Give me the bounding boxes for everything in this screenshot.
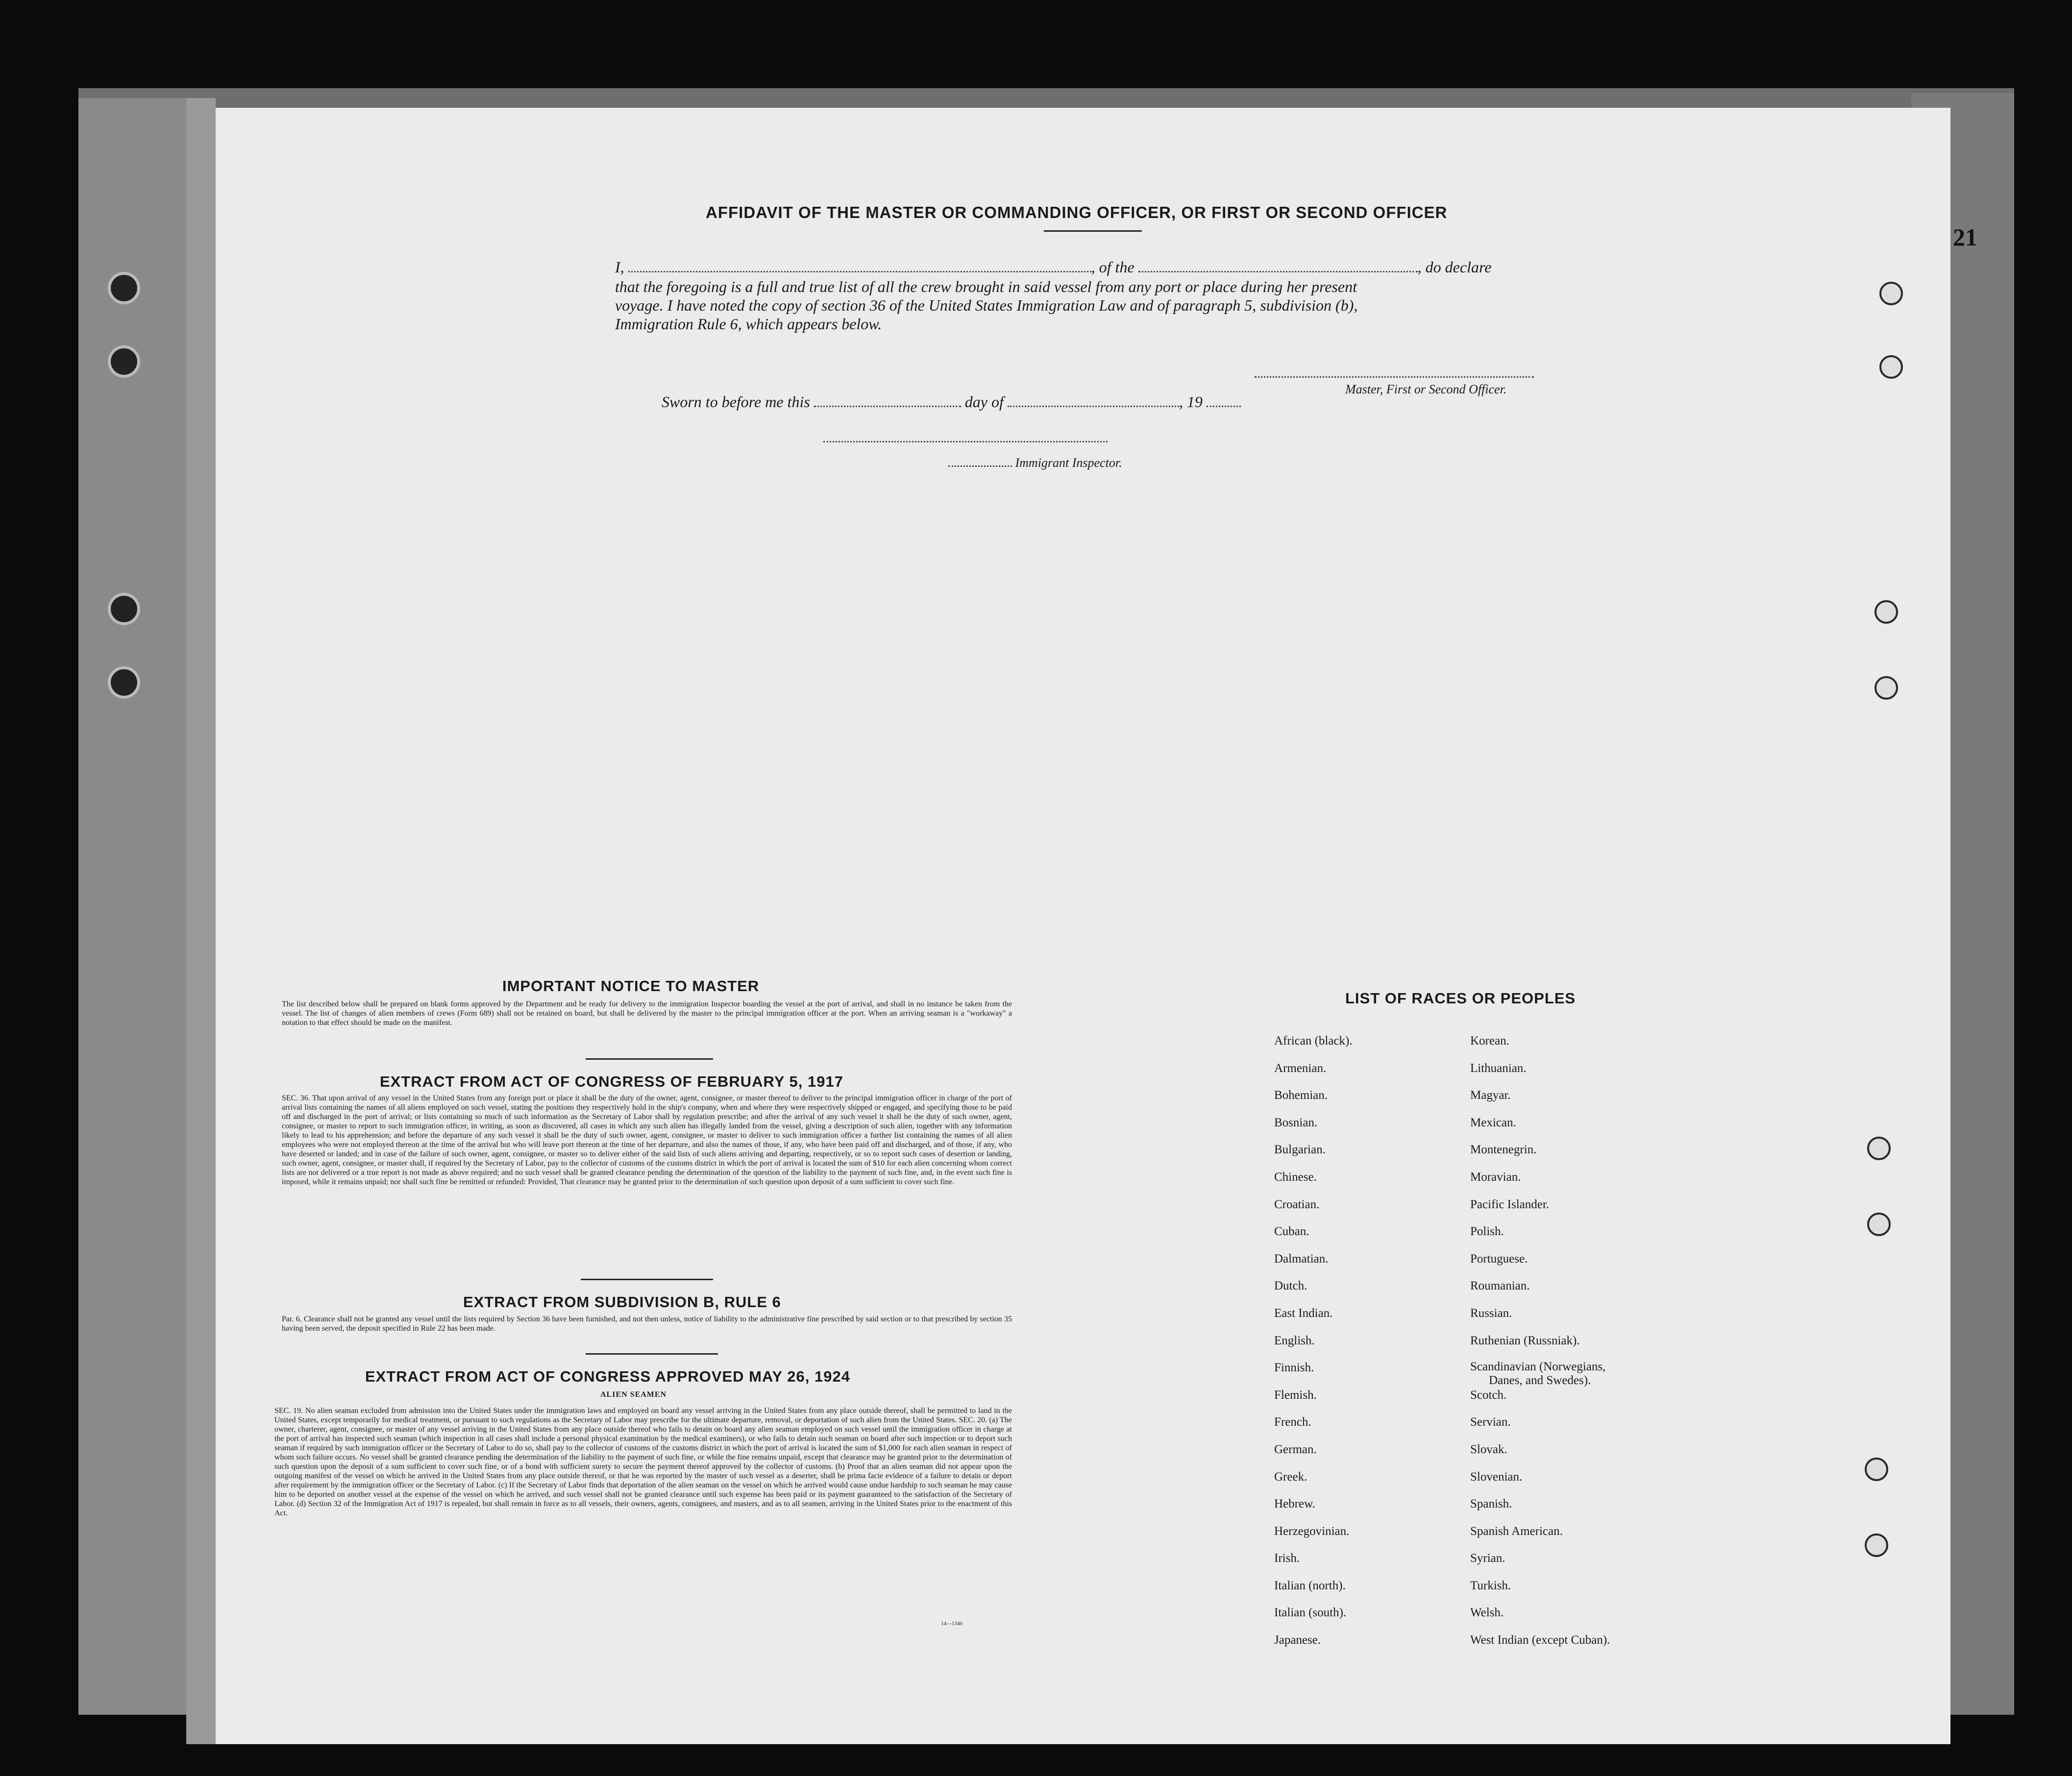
- extract-1917-body: SEC. 36. That upon arrival of any vessel in the United States from any foreign port or place it shall be the duty of the owner, agent, consignee, or master thereof to deliver to the principal immigration officer in charge of the port of arrival lists containing the names of all aliens employed on such vessel, stating the positions they respectively hold in the ship's company, when and where they were respectively shipped or engaged, and specifying those to be paid off and discharged in the port of arrival; or lists containing so much of such information as the Secretary of Labor shall by regulation prescribe; and after the arrival of any such vessel it shall be the duty of such owner, agent, consignee, or master to report to such immigration officer, in writing, as soon as discovered, all cases in which any such alien has illegally landed from the vessel, giving a description of such alien, together with any information likely to lead to his apprehension; and before the departure of any such vessel it shall be the duty of such owner, agent, consignee, or master to deliver to such immigration officer a further list containing the names of all alien employees who were not employed thereon at the time of the arrival but who will leave port thereon at the time of her departure, and also the names of those, if any, who have been paid off and discharged, and of those, if any, who have deserted or landed; and in case of the failure of such owner, agent, consignee, or master so to deliver either of the said lists of such aliens arriving and departing, respectively, or so to report such cases of desertion or landing, such owner, agent, consignee, or master shall, if required by the Secretary of Labor, pay to the collector of customs of the customs district in which the port of arrival is located the sum of $10 for each alien concerning whom correct lists are not delivered or a true report is not made as above required; and no such vessel shall be granted clearance pending the determination of the question of the liability to the payment of such fine, and, in the event such fine is imposed, while it remains unpaid; nor shall such fine be remitted or refunded: Provided, That clearance may be granted prior to the determination of such question upon deposit of a sum sufficient to cover such fine.: [282, 1094, 1012, 1186]
- month-blank[interactable]: [1008, 401, 1179, 407]
- races-left-column: [1274, 1034, 1353, 1660]
- races-right-column: [1470, 1034, 1610, 1660]
- extract-1917-title: EXTRACT FROM ACT OF CONGRESS OF FEBRUARY 5, 1917: [380, 1073, 843, 1090]
- declaration-text-2: that the foregoing is a full and true list of all the crew brought in said vessel from any port or place during her present: [615, 278, 1357, 295]
- punch-hole: [1879, 355, 1903, 379]
- declaration-text-4: Immigration Rule 6, which appears below.: [615, 315, 882, 333]
- race-item: Lithuanian.: [1470, 1061, 1527, 1075]
- race-item: Spanish.: [1470, 1497, 1512, 1511]
- binder-hole: [108, 272, 140, 304]
- extract-1924-title: EXTRACT FROM ACT OF CONGRESS APPROVED MAY 26, 1924: [365, 1368, 850, 1385]
- race-item: Ruthenian (Russniak).: [1470, 1334, 1580, 1347]
- race-item: Russian.: [1470, 1306, 1512, 1320]
- inspector-signature-line[interactable]: [823, 441, 1108, 442]
- sworn-line: Sworn to before me this day of , 19: [662, 392, 1241, 412]
- notice-body: The list described below shall be prepared on blank forms approved by the Department and be ready for delivery to the immigration Inspector boarding the vessel at the port of arrival, and shall in no instance be taken from the vessel. The list of changes of alien members of crews (Form 689) shall not be retained on board, but shall be delivered by the master to the principal immigration officer at the port. When an arriving seaman is a "workaway" a notation to that effect should be made on the manifest.: [282, 1000, 1012, 1027]
- race-item: Dalmatian.: [1274, 1252, 1329, 1265]
- affidavit-title: AFFIDAVIT OF THE MASTER OR COMMANDING OFFICER, OR FIRST OR SECOND OFFICER: [706, 203, 1448, 221]
- page-number: 21: [1953, 223, 1977, 251]
- race-item: English.: [1274, 1334, 1315, 1347]
- race-item: Magyar.: [1470, 1089, 1511, 1102]
- inspector-label: Immigrant Inspector.: [948, 453, 1122, 473]
- races-title: LIST OF RACES OR PEOPLES: [1345, 990, 1576, 1007]
- race-item: Mexican.: [1470, 1116, 1516, 1129]
- race-item: Welsh.: [1470, 1606, 1504, 1620]
- race-item: Dutch.: [1274, 1279, 1307, 1293]
- race-item: Chinese.: [1274, 1170, 1317, 1184]
- race-item: Turkish.: [1470, 1579, 1511, 1592]
- race-item: Moravian.: [1470, 1170, 1521, 1184]
- race-item: Portuguese.: [1470, 1252, 1528, 1265]
- extract-rule6-title: EXTRACT FROM SUBDIVISION B, RULE 6: [463, 1293, 781, 1311]
- race-item: Montenegrin.: [1470, 1143, 1537, 1157]
- race-item: Japanese.: [1274, 1633, 1321, 1647]
- race-item: Slovenian.: [1470, 1470, 1523, 1484]
- declaration-line: I, , of the , do declare: [615, 258, 1492, 276]
- race-item: Spanish American.: [1470, 1524, 1563, 1538]
- notice-title: IMPORTANT NOTICE TO MASTER: [502, 977, 760, 995]
- punch-hole: [1865, 1458, 1888, 1481]
- race-item: Bulgarian.: [1274, 1143, 1326, 1157]
- day-blank[interactable]: [814, 401, 961, 407]
- race-item: German.: [1274, 1442, 1317, 1456]
- binder-hole: [108, 593, 140, 625]
- punch-hole: [1875, 676, 1898, 700]
- signature-line[interactable]: [1255, 376, 1534, 378]
- punch-hole: [1879, 282, 1903, 305]
- race-item: Bohemian.: [1274, 1089, 1328, 1102]
- punch-hole: [1867, 1137, 1891, 1160]
- race-item: East Indian.: [1274, 1306, 1333, 1320]
- title-rule: [1044, 230, 1142, 232]
- race-item-cont: Danes, and Swedes).: [1489, 1373, 1591, 1387]
- punch-hole: [1867, 1213, 1891, 1236]
- declaration-text-3: voyage. I have noted the copy of section 36 of the United States Immigration Law and of paragraph 5, subdivision (b),: [615, 296, 1358, 314]
- section-rule: [586, 1353, 718, 1355]
- extract-1924-body: SEC. 19. No alien seaman excluded from admission into the United States under the immigration laws and employed on board any vessel arriving in the United States from any place outside thereof, shall be permitted to land in the United States, except temporarily for medical treatment, or pursuant to such regulations as the Secretary of Labor may prescribe for the ultimate departure, removal, or deportation of such alien from the United States. SEC. 20. (a) The owner, charterer, agent, consignee, or master of any vessel arriving in the United States from any place outside thereof who fails to detain on board any alien seaman employed on such vessel until the immigration officer in charge at the port of arrival has inspected such seaman (which inspection in all cases shall include a personal physical examination by the medical examiners), or who fails to detain such seaman on board after such inspection or to deport such seaman if required by such immigration officer or the Secretary of Labor to do so, shall pay to the collector of customs of the customs district in which the port of arrival is located the sum of $1,000 for each alien seaman in respect of whom such failure occurs. No vessel shall be granted clearance pending the determination of the liability to the payment of such fine, or while the fine remains unpaid, except that clearance may be granted prior to the determination of such question upon the deposit of a sum sufficient to cover such fine, or of a bond with sufficient surety to secure the payment thereof approved by the collector of customs. (b) Proof that an alien seaman did not appear upon the outgoing manifest of the vessel on which he arrived in the United States from any place outside thereof, or that he was reported by the master of such vessel as a deserter, shall be prima facie evidence of a failure to detain or deport after requirement by the immigration officer or the Secretary of Labor. (c) If the Secretary of Labor finds that deportation of the alien seaman on the vessel on which he arrived would cause undue hardship to such seaman he may cause him to be deported on another vessel at the expense of the vessel on which he arrived, and such vessel shall not be granted clearance until such expense has been paid or its payment guaranteed to the satisfaction of the Secretary of Labor. (d) Section 32 of the Immigration Act of 1917 is repealed, but shall remain in force as to all vessels, their owners, agents, consignees, and masters, and as to all seamen, arriving in the United States prior to the enactment of this Act.: [274, 1407, 1012, 1517]
- race-item: Cuban.: [1274, 1225, 1309, 1239]
- year-blank[interactable]: [1207, 401, 1241, 407]
- race-item: French.: [1274, 1415, 1311, 1429]
- race-item: Syrian.: [1470, 1552, 1505, 1565]
- race-item: Scandinavian (Norwegians,: [1470, 1360, 1606, 1374]
- vessel-blank[interactable]: [1138, 266, 1418, 272]
- race-item: Greek.: [1274, 1470, 1307, 1484]
- race-item: Finnish.: [1274, 1361, 1314, 1375]
- race-item: West Indian (except Cuban).: [1470, 1633, 1610, 1647]
- race-item: Italian (north).: [1274, 1579, 1346, 1592]
- alien-seamen-heading: ALIEN SEAMEN: [600, 1390, 667, 1399]
- binder-hole: [108, 345, 140, 378]
- section-rule: [581, 1279, 713, 1280]
- race-item: Polish.: [1470, 1225, 1504, 1239]
- race-item: Flemish.: [1274, 1388, 1317, 1402]
- race-item: Armenian.: [1274, 1061, 1327, 1075]
- race-item: African (black).: [1274, 1034, 1353, 1047]
- race-item: Herzegovinian.: [1274, 1524, 1350, 1538]
- sheet-edge: [186, 98, 216, 1744]
- race-item: Hebrew.: [1274, 1497, 1315, 1511]
- punch-hole: [1865, 1533, 1888, 1557]
- race-item: Scotch.: [1470, 1388, 1507, 1402]
- race-item: Pacific Islander.: [1470, 1197, 1550, 1211]
- race-item: Irish.: [1274, 1552, 1300, 1565]
- race-item: Italian (south).: [1274, 1606, 1347, 1620]
- form-number: 14—1340: [941, 1621, 962, 1627]
- section-rule: [586, 1058, 713, 1060]
- punch-hole: [1875, 600, 1898, 624]
- binder-hole: [108, 666, 140, 699]
- race-item: Croatian.: [1274, 1197, 1320, 1211]
- signature-label: Master, First or Second Officer.: [1345, 382, 1507, 396]
- name-blank[interactable]: [628, 266, 1091, 272]
- race-item: Roumanian.: [1470, 1279, 1530, 1293]
- race-item: Servian.: [1470, 1415, 1511, 1429]
- race-item: Bosnian.: [1274, 1116, 1318, 1129]
- extract-rule6-body: Par. 6. Clearance shall not be granted any vessel until the lists required by Section 36 have been furnished, and not then unless, notice of liability to the administrative fine prescribed by said section or to that prescribed by section 35 having been served, the deposit specified in Rule 22 has been made.: [282, 1315, 1012, 1333]
- race-item: Slovak.: [1470, 1442, 1507, 1456]
- race-item: Korean.: [1470, 1034, 1509, 1047]
